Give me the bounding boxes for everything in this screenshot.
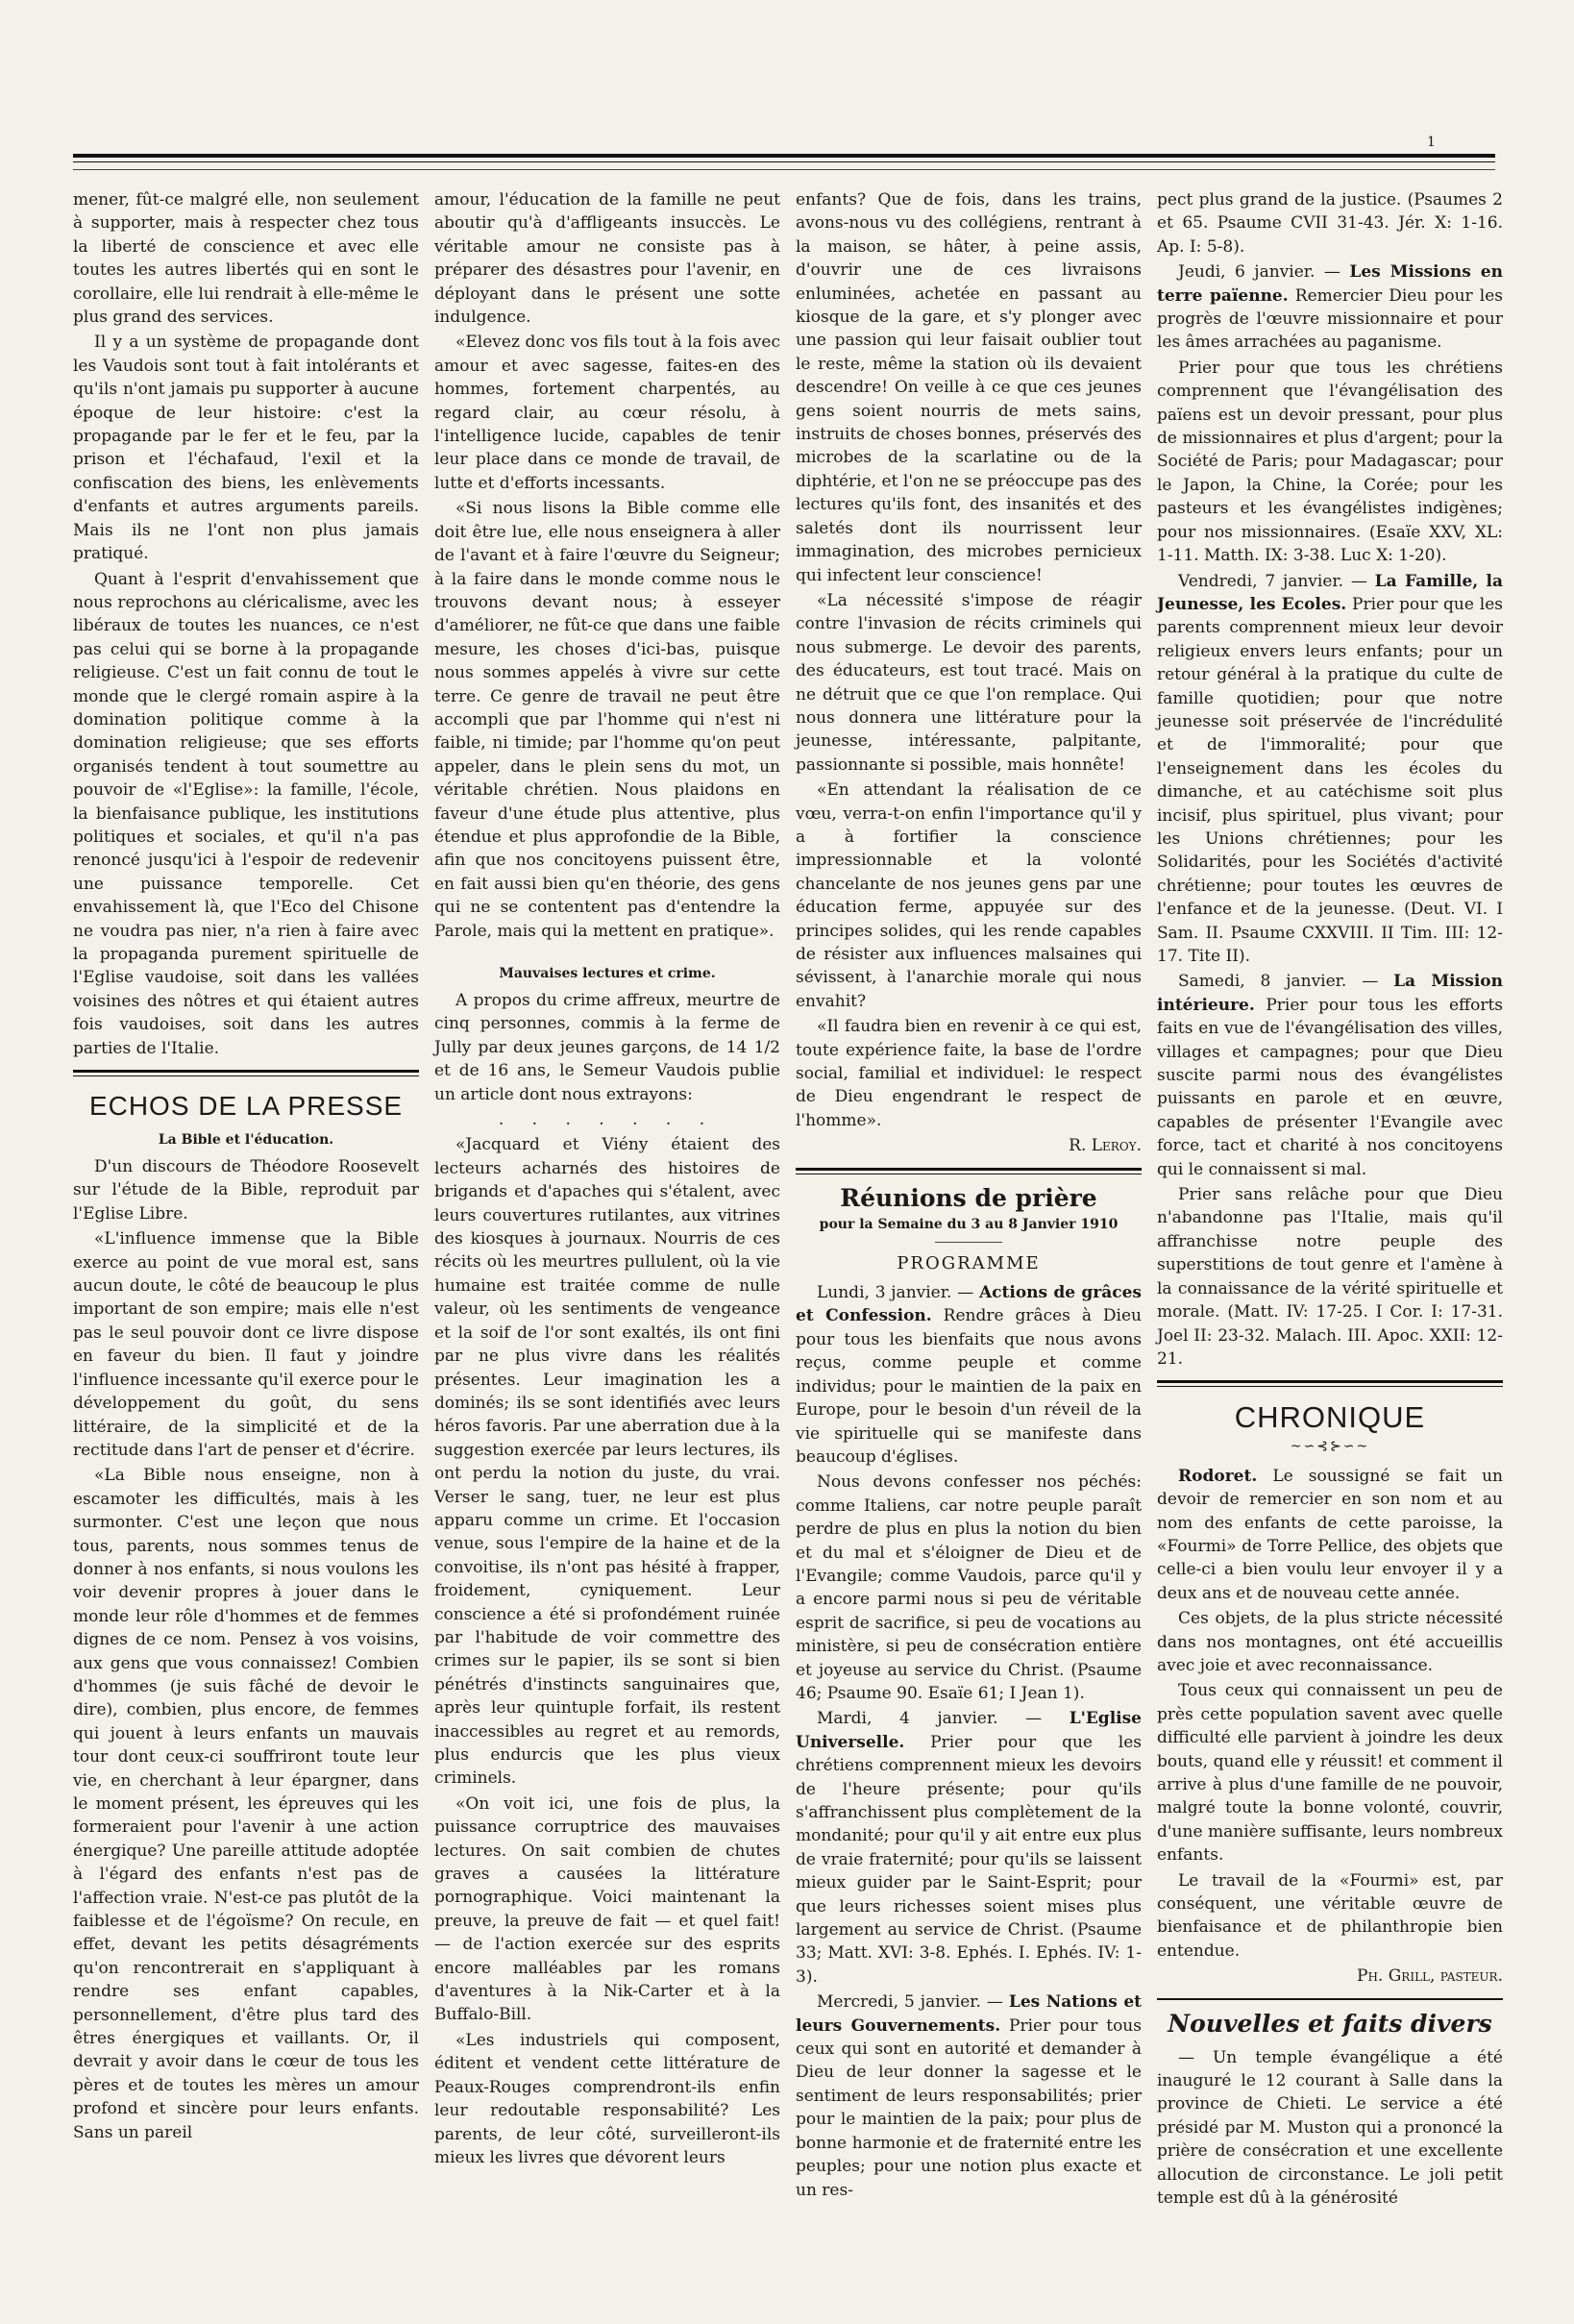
col1-paragraph-1: mener, fût-ce malgré elle, non seulement à supporter, mais à respecter chez tous la liberté de conscience et avec elle toutes les autres libertés qui en sont le corollaire, elle lui rendrait à elle-même le plus grand des services. [73,190,419,328]
mardi-topic: L'Eglise Universelle. [796,1709,1142,1752]
reunions-subheading: pour la Semaine du 3 au 8 Janvier 1910 [819,1216,1119,1232]
bible-subheading: La Bible et l'éducation. [158,1132,334,1149]
signature-grill: Ph. Grill, pasteur. [1357,1966,1503,1987]
col4-paragraph-4: Ces objets, de la plus stricte nécessité dans nos montagnes, ont été accueillis avec joie et avec reconnaissance. [1157,1609,1503,1675]
section-divider [1157,1380,1503,1387]
vendredi-topic: La Famille, la Jeunesse, les Ecoles. [1157,571,1503,614]
lundi-date: Lundi, 3 janvier. — [817,1283,979,1303]
col2-paragraph-4: A propos du crime affreux, meurtre de cinq personnes, commis à la ferme de Jully par deux jeunes garçons, de 14 1/2 et de 16 ans, le Semeur Vaudois publie un article dont nous extrayons: [434,991,780,1104]
top-rule-thin [73,169,1495,170]
column-3 [794,188,1144,2303]
col3-paragraph-3: «En attendant la réalisation de ce vœu, verra-t-on enfin l'importance qu'il y a à fortifier la conscience impressionnable et la volonté chancelante de nos jeunes gens par une éducation ferme, appuyée sur des principes solides, qui les rende capables de résister aux influences malsaines qui sévissent, à l'anarchie morale qui nous envahit? [796,780,1142,1011]
ellipsis-dots: . . . . . . . [498,1110,717,1130]
vendredi-date: Vendredi, 7 janvier. — [1178,571,1375,591]
mardi-date: Mardi, 4 janvier. — [817,1709,1070,1729]
jeudi-topic: Les Missions en terre païenne. [1157,262,1503,306]
samedi-topic: La Mission intérieure. [1157,972,1503,1015]
echos-heading: ECHOS DE LA PRESSE [88,1091,404,1122]
col3-paragraph-2: «La nécessité s'impose de réagir contre l'invasion de récits criminels qui nous submerge. Le devoir des parents, des éducateurs, est tout tracé. Mais on ne détruit que ce que l'on remplace. Qui nous donnera une littérature pour la jeunesse, intéressante, palpitante, passionnante si possible, mais honnête! [796,590,1142,775]
reunions-heading: Réunions de prière [840,1183,1097,1212]
mercredi-date: Mercredi, 5 janvier. — [817,1992,1009,2013]
col2-paragraph-3: «Si nous lisons la Bible comme elle doit être lue, elle nous enseignera à aller de l'avant et à faire l'œuvre du Seigneur; à la faire dans le monde comme nous le trouvons devant nous; à esseyer d'améliorer, ne fût-ce que dans une faible mesure, les choses d'ici-bas, puisque nous sommes appelés à vivre sur cette terre. Ce genre de travail ne peut être accompli que par l'homme qui n'est ni faible, ni timide; par l'homme qu'on peut appeler, dans le plein sens du mot, un véritable chrétien. Nous plaidons en faveur d'une étude plus attentive, plus étendue et plus approfondie de la Bible, afin que nos concitoyens puissent être, en fait aussi bien qu'en théorie, des gens qui ne se contentent pas d'entendre la Parole, mais qui la mettent en pratique». [434,499,780,941]
col2-paragraph-5: «Jacquard et Viény étaient des lecteurs acharnés des histoires de brigands et d'apaches qui s'étalent, avec leurs couvertures rutilantes, aux vitrines des kiosques à journaux. Nourris de ces récits où les meurtres pullulent, où la vie humaine est traitée comme de nulle valeur, où les sentiments de vengeance et la soif de l'or sont exaltés, ils ont fini par ne plus vivre dans les réalités présentes. Leur imagination les a dominés; ils se sont identifiés avec leurs héros favoris. Par une aberration due à la suggestion exercée par leurs lectures, ils ont perdu la notion du juste, du vrai. Verser le sang, tuer, ne leur est plus apparu comme un crime. Et l'occasion venue, sous l'empire de la haine et de la convoitise, ils n'ont pas hésité à frapper, froidement, cyniquement. Leur conscience a été si profondément ruinée par l'habitude de voir commettre des crimes sur le papier, ils se sont si bien pénétrés d'instincts sanguinaires que, après leur quintuple forfait, ils restent inaccessibles au regret et au remords, plus endurcis que les plus vieux criminels. [434,1135,780,1789]
samedi-date: Samedi, 8 janvier. — [1178,972,1394,992]
section-divider [1157,1998,1503,2000]
corner-mark: 1 [1427,135,1436,150]
col2-paragraph-7: «Les industriels qui composent, éditent et vendent cette littérature de Peaux-Rouges comprendront-ils enfin leur redoutable responsabilité? Les parents, de leur côté, surveilleront-ils mieux les livres que dévorent leurs [434,2030,780,2167]
mercredi-text: Prier pour tous ceux qui sont en autorité et demander à Dieu de leur donner la sagesse et le sentiment de leurs responsabilités; prier pour le maintien de la paix; pour plus de bonne harmonie et de fraternité entre les peuples; pour une notion plus exacte et un res- [796,2015,1142,2200]
mercredi-topic: Les Nations et leurs Gouvernements. [796,1992,1143,2036]
col2-paragraph-6: «On voit ici, une fois de plus, la puissance corruptrice des mauvaises lectures. On sait combien de chutes graves a causées la littérature pornographique. Voici maintenant la preuve, la preuve de fait — et quel fait! — de l'action exercée sur des esprits encore malléables par les romans d'aventures à la Nik-Carter et à la Buffalo-Bill. [434,1793,780,2025]
lundi-entry [796,1281,1142,1469]
rodoret-place: Rodoret. [1178,1466,1258,1486]
programme-heading: PROGRAMME [897,1252,1041,1273]
vendredi-text: Prier pour que les parents comprennent mieux leur devoir religieux envers leurs enfants; pour un retour général à la pratique du culte de famille quotidien; pour que notre jeunesse soit préservée de l'incrédulité et de l'immoralité; pour que l'enseignement dans les écoles du dimanche, et au catéchisme soit plus incisif, plus spirituel, plus vivant; pour les Unions chrétiennes; pour les Solidarités, pour les Sociétés d'activité chrétienne; pour toutes les œuvres de l'enfance et de la jeunesse. (Deut. VI. I Sam. II. Psaume CXXVIII. II Tim. III: 12-17. Tite II). [1157,594,1503,966]
col1-paragraph-3: Quant à l'esprit d'envahissement que nous reprochons au cléricalisme, avec les libéraux de toutes les nuances, ce n'est pas celui qui se borne à la propagande religieuse. C'est un fait connu de tout le monde que le clergé romain aspire à la domination politique comme à la domination religieuse; que ses efforts organisés tendent à tout soumettre au pouvoir de «l'Eglise»: la famille, l'école, la bienfaisance publique, les institutions politiques et sociales, et qu'il n'a pas renoncé jusqu'ici à l'espoir de redevenir une puissance temporelle. Cet envahissement là, que l'Eco del Chisone ne voudra pas nier, n'a rien à faire avec la propaganda purement spirituelle de l'Eglise vaudoise, soit dans les vallées voisines des nôtres et qui étaient autres fois vaudoises, soit dans les autres parties de l'Italie. [73,569,419,1058]
jeudi-entry [1157,260,1503,355]
jeudi-date: Jeudi, 6 janvier. — [1178,262,1350,283]
mercredi-entry [796,1990,1142,2202]
col4-paragraph-7: — Un temple évangélique a été inauguré le 12 courant à Salle dans la province de Chieti. Le service a été présidé par M. Muston qui a prononcé la prière de consécration et une excellente allocution de circonstance. Le joli petit temple est dû à la générosité [1157,2047,1503,2209]
col3-paragraph-5: Nous devons confesser nos péchés: comme Italiens, car notre peuple paraît perdre de plus en plus la notion du bien et du mal et s'éloigner de Dieu et de l'Evangile; comme Vaudois, parce qu'il y a encore parmi nous si peu de véritable esprit de sacrifice, si peu de vocations au ministère, si peu de consécration entière et joyeuse au service du Christ. (Psaume 46; Psaume 90. Esaïe 61; I Jean 1). [796,1472,1142,1703]
mardi-text: Prier pour que les chrétiens comprennent mieux les devoirs de l'heure présente; pour qu'ils s'affranchissent plus complètement de la mondanité; pour qu'il y ait entre eux plus de vraie fraternité; pour qu'ils se laissent mieux guider par le Saint-Esprit; pour que leurs richesses soient mises plus largement au service de Christ. (Psaume 33; Matt. XVI: 3-8. Ephés. I. Ephés. IV: 1-3). [796,1732,1142,1987]
col1-paragraph-5: «L'influence immense que la Bible exerce au point de vue moral est, sans aucun doute, le côté de beaucoup le plus important de son empire; mais elle n'est pas le seul pouvoir dont ce livre dispose en faveur du bien. Il faut y joindre l'influence incessante qu'il exerce pour le développement du goût, du sens littéraire, de la simplicité et de la rectitude dans l'art de penser et d'écrire. [73,1229,419,1460]
mardi-entry [796,1707,1142,1989]
col4-paragraph-2: Prier pour que tous les chrétiens comprennent que l'évangélisation des païens est un devoir pressant, pour plus de missionnaires et plus d'argent; pour la Société de Paris; pour Madagascar; pour le Japon, la Chine, la Corée; pour les pasteurs et les évangélistes indigènes; pour nos missionnaires. (Esaïe XXV, XL: 1-11. Matth. IX: 3-38. Luc X: 1-20). [1157,358,1503,566]
col2-paragraph-2: «Elevez donc vos fils tout à la fois avec amour et avec sagesse, faites-en des hommes, fortement charpentés, au regard clair, au cœur résolu, à l'intelligence lucide, capables de tenir leur place dans ce monde de travail, de lutte et d'efforts incessants. [434,333,780,493]
section-divider [796,1168,1142,1174]
col1-paragraph-2: Il y a un système de propagande dont les Vaudois sont tout à fait intolérants et qu'ils n'ont jamais pu supporter à aucune époque de leur histoire: c'est la propagande par le fer et le feu, par la prison et l'échafaud, l'exil et la confiscation des biens, les enlèvements d'enfants et autres arguments pareils. Mais ils ne l'ont non plus jamais pratiqué. [73,333,419,564]
col4-paragraph-3: Prier sans relâche pour que Dieu n'abandonne pas l'Italie, mais qu'il affranchisse notre peuple des superstitions de tout genre et l'amène à la connaissance de la vérité spirituelle et morale. (Matt. IV: 17-25. I Cor. I: 17-31. Joel II: 23-32. Malach. III. Apoc. XXII: 12-21. [1157,1185,1503,1369]
col2-paragraph-1: amour, l'éducation de la famille ne peut aboutir qu'à d'affligeants insuccès. Le véritable amour ne consiste pas à préparer des désastres pour l'avenir, en déployant dans le présent une sotte indulgence. [434,190,780,328]
nouvelles-heading: Nouvelles et faits divers [1168,2009,1492,2038]
col4-paragraph-1: pect plus grand de la justice. (Psaumes 2 et 65. Psaume CVII 31-43. Jér. X: 1-16. Ap. I: 5-8). [1157,190,1503,257]
crime-subheading: Mauvaises lectures et crime. [499,966,716,981]
column-4 [1155,188,1505,2303]
chronique-heading: CHRONIQUE [1234,1400,1426,1435]
column-1 [71,188,421,2303]
rodoret-text: Le soussigné se fait un devoir de remercier en son nom et au nom des enfants de cette paroisse, la «Fourmi» de Torre Pellice, des objets que celle-ci a bien voulu leur envoyer il y a deux ans et de nouveau cette année. [1157,1466,1503,1603]
lundi-topic: Actions de grâces et Confession. [796,1283,1142,1326]
samedi-text: Prier pour tous les efforts faits en vue de l'évangélisation des villes, villages et campagnes; pour que Dieu suscite parmi nous des évangélistes puissants en parole et en œuvre, capables de présenter l'Evangile avec force, tact et charité à nos concitoyens qui le connaissent si mal. [1157,995,1503,1179]
col3-paragraph-1: enfants? Que de fois, dans les trains, avons-nous vu des collégiens, rentrant à la maison, se hâter, à peine assis, d'ouvrir une de ces livraisons enluminées, achetée en passant au kiosque de la gare, et s'y plonger avec une passion qui leur faisait oublier tout le reste, même la station où ils devaient descendre! On veille à ce que ces jeunes gens soient nourris de mets sains, instruits de choses bonnes, préservés des microbes de la scarlatine ou de la diphtérie, et l'on ne se préoccupe pas des lectures qu'ils font, des insanités et des saletés dont ils nourrissent leur immagination, des microbes pernicieux qui infectent leur conscience! [796,190,1142,585]
rodoret-entry [1157,1465,1503,1605]
short-rule [935,1242,1002,1243]
lundi-text: Rendre grâces à Dieu pour tous les bienfaits que nous avons reçus, comme peuple et comme individus; pour le maintien de la paix en Europe, pour le besoin d'un réveil de la vie spirituelle qui se manifeste dans beaucoup d'églises. [796,1306,1142,1467]
signature-leroy: R. Leroy. [1069,1136,1142,1156]
col4-paragraph-6: Le travail de la «Fourmi» est, par conséquent, une véritable œuvre de bienfaisance et de philanthropie bien entendue. [1157,1870,1503,1961]
section-divider [73,1070,419,1076]
column-2 [432,188,782,2303]
samedi-entry [1157,970,1503,1181]
vendredi-entry [1157,570,1503,969]
col3-paragraph-4: «Il faudra bien en revenir à ce qui est, toute expérience faite, la base de l'ordre social, familial et individuel: le respect de Dieu engendrant le respect de l'homme». [796,1017,1142,1130]
col1-paragraph-6: «La Bible nous enseigne, non à escamoter les difficultés, mais à les surmonter. C'est une leçon que nous tous, parents, nous sommes tenus de donner à nos enfants, si nous voulons les voir devenir propres à jouer dans le monde leur rôle d'hommes et de femmes dignes de ce nom. Pensez à vos voisins, aux gens que vous connaissez! Combien d'hommes (je suis fâché de devoir le dire), combien, plus encore, de femmes qui jouent à leurs enfants un mauvais tour dont ceux-ci souffriront toute leur vie, en cherchant à leur épargner, dans le moment présent, les épreuves qui les formeraient pour l'avenir à une action énergique? Une pareille attitude adoptée à l'égard des enfants n'est pas de l'affection vraie. N'est-ce pas plutôt de la faiblesse et de l'égoïsme? On recule, en effet, devant les petits désagréments qu'on rencontrerait en s'appliquant à rendre ses enfant capables, personnellement, d'être plus tard des êtres énergiques et vaillants. Or, il devrait y avoir dans le cœur de tous les pères et de toutes les mères un amour profond et sincère pour leurs enfants. Sans un pareil [73,1466,419,2142]
jeudi-text: Remercier Dieu pour les progrès de l'œuvre missionnaire et pour les âmes arrachées au paganisme. [1157,285,1503,353]
newspaper-columns [71,188,1503,2303]
col4-paragraph-5: Tous ceux qui connaissent un peu de près cette population savent avec quelle difficulté elle parvient à joindre les deux bouts, quand elle y réussit! et comment il arrive à plus d'une famille de ne pouvoir, malgré toute la bonne volonté, couvrir, d'une manière suffisante, leurs nombreux enfants. [1157,1681,1503,1866]
top-rule [73,154,1495,162]
ornament-flourish: ~∽⊰⊱∽~ [1290,1439,1370,1455]
col1-paragraph-4: D'un discours de Théodore Roosevelt sur l'étude de la Bible, reproduit par l'Eglise Libre. [73,1157,419,1224]
